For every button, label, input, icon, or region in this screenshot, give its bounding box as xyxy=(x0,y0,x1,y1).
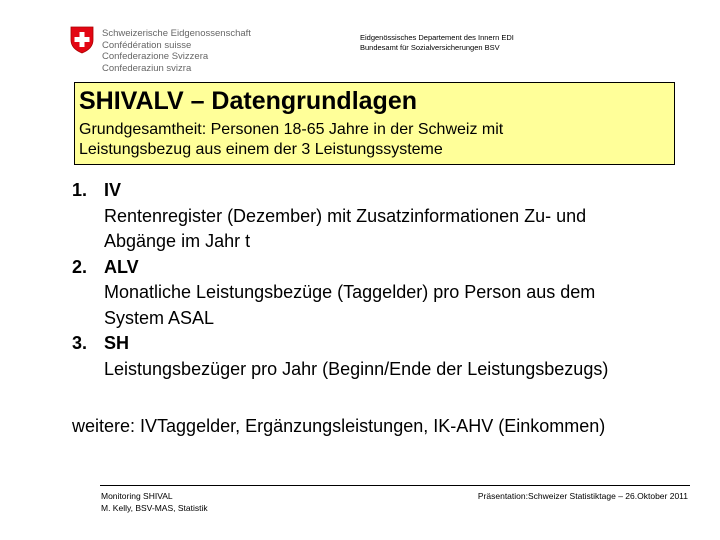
swiss-cross-shield-icon xyxy=(70,26,94,59)
item-number: 1. xyxy=(72,180,88,200)
item-heading: ALV xyxy=(104,256,139,277)
office-name: Bundesamt für Sozialversicherungen BSV xyxy=(360,43,500,52)
footer-divider xyxy=(100,485,690,486)
organization-names xyxy=(102,28,251,74)
item-number: 2. xyxy=(72,256,88,277)
list-item xyxy=(72,255,702,332)
subtitle-line: Grundgesamtheit: Personen 18-65 Jahre in der Schweiz mit xyxy=(79,121,504,138)
item-text: Monatliche Leistungsbezüge (Taggelder) pro Person aus dem xyxy=(104,282,596,302)
item-text: Leistungsbezüger pro Jahr (Beginn/Ende der Leistungsbezugs) xyxy=(104,358,609,379)
item-heading: SH xyxy=(104,333,130,353)
item-text: Abgänge im Jahr t xyxy=(104,231,251,251)
footer-presentation: Präsentation:Schweizer Statistiktage – 26.Oktober 2011 xyxy=(477,491,688,501)
department-info xyxy=(360,33,514,53)
title-box xyxy=(74,82,675,165)
item-text: System ASAL xyxy=(104,307,215,328)
footer-author: M. Kelly, BSV-MAS, Statistik xyxy=(101,503,208,513)
footer-project: Monitoring SHIVAL xyxy=(101,491,173,501)
footer-left xyxy=(101,490,208,514)
org-name-it: Confederazione Svizzera xyxy=(102,51,209,62)
slide-subtitle xyxy=(79,120,670,160)
org-name-rm: Confederaziun svizra xyxy=(102,62,192,74)
further-sources: weitere: IVTaggelder, Ergänzungsleistungen, IK-AHV (Einkommen) xyxy=(72,416,606,436)
list-item xyxy=(72,331,702,382)
department-name: Eidgenössisches Departement des Innern EDI xyxy=(360,33,514,42)
subtitle-line: Leistungsbezug aus einem der 3 Leistungssysteme xyxy=(79,141,443,158)
slide-title: SHIVALV – Datengrundlagen xyxy=(79,87,418,115)
org-name-fr: Confédération suisse xyxy=(102,39,192,51)
org-name-de: Schweizerische Eidgenossenschaft xyxy=(102,28,251,39)
item-number: 3. xyxy=(72,333,88,353)
item-text: Rentenregister (Dezember) mit Zusatzinformationen Zu- und xyxy=(104,205,587,226)
item-heading: IV xyxy=(104,180,122,200)
list-item xyxy=(72,178,702,255)
data-source-list xyxy=(72,178,702,382)
